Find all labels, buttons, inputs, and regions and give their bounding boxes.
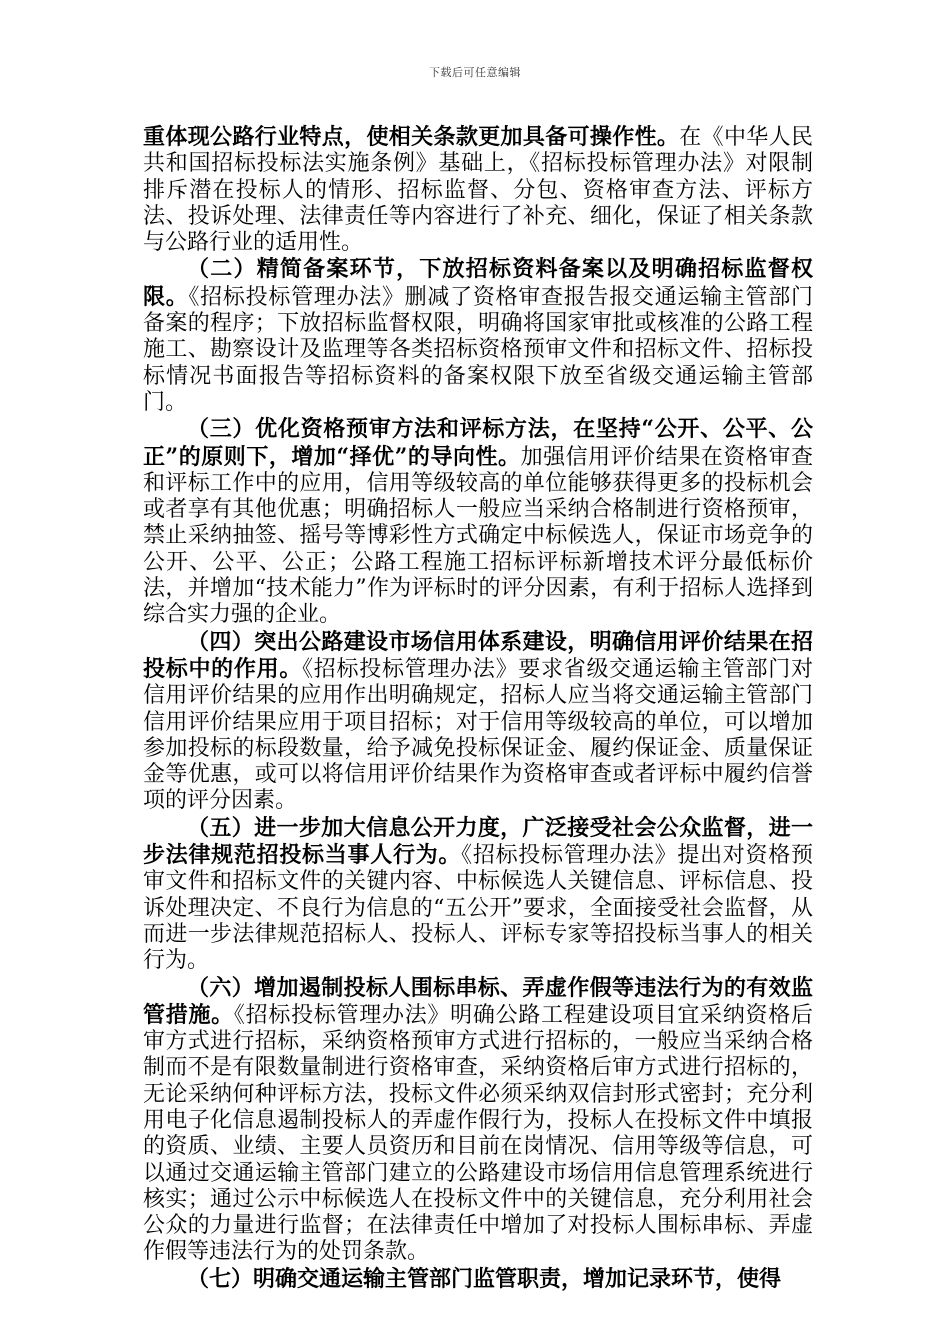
paragraph-2: [143, 256, 813, 416]
paragraph-2-heading: （二）精简备案环节，下放招标资料备案以及明确招标监督权限。: [143, 256, 813, 310]
header-note: 下载后可任意编辑: [429, 66, 521, 79]
paragraph-7-heading: （七）明确交通运输主管部门监管职责，增加记录环节，使得: [187, 1265, 782, 1292]
paragraph-4: [143, 629, 813, 815]
paragraph-2-text: 《招标投标管理办法》删减了资格审查报告报交通运输主管部门备案的程序；下放招标监督权限，明确将国家审批或核准的公路工程施工、勘察设计及监理等各类招标资格预审文件和招标文件、招标投标情况书面报告等招标资料的备案权限下放至省级交通运输主管部门。: [143, 284, 813, 415]
paragraph-6: [143, 975, 813, 1266]
paragraph-3-text: 加强信用评价结果在资格审查和评标工作中的应用，信用等级较高的单位能够获得更多的投标机会或者享有其他优惠；明确招标人一般应当采纳合格制进行资格预审，禁止采纳抽签、摇号等博彩性方式确定中标候选人，保证市场竞争的公开、公平、公正；公路工程施工招标评标新增技术评分最低标价法，并增加“技术能力”作为评标时的评分因素，有利于招标人选择到综合实力强的企业。: [143, 444, 813, 628]
paragraph-7: [143, 1266, 813, 1293]
paragraph-intro: [143, 124, 813, 256]
document-body: [143, 124, 813, 1293]
paragraph-4-text: 《招标投标管理办法》要求省级交通运输主管部门对信用评价结果的应用作出明确规定，招标人应当将交通运输主管部门信用评价结果应用于项目招标；对于信用等级较高的单位，可以增加参加投标的标段数量，给予减免投标保证金、履约保证金、质量保证金等优惠，或可以将信用评价结果作为资格审查或者评标中履约信誉项的评分因素。: [143, 656, 813, 814]
paragraph-3-heading: （三）优化资格预审方法和评标方法，在坚持“公开、公平、公正”的原则下，增加“择优”的导向性。: [143, 416, 813, 470]
paragraph-6-text: 《招标投标管理办法》明确公路工程建设项目宜采纳资格后审方式进行招标，采纳资格预审方式进行招标的，一般应当采纳合格制而不是有限数量制进行资格审查，采纳资格后审方式进行招标的，无论采纳何种评标方法，投标文件必须采纳双信封形式密封；充分利用电子化信息遏制投标人的弄虚作假行为，投标人在投标文件中填报的资质、业绩、主要人员资历和目前在岗情况、信用等级等信息，可以通过交通运输主管部门建立的公路建设市场信用信息管理系统进行核实；通过公示中标候选人在投标文件中的关键信息，充分利用社会公众的力量进行监督；在法律责任中增加了对投标人围标串标、弄虚作假等违法行为的处罚条款。: [143, 1002, 813, 1265]
paragraph-6-heading: （六）增加遏制投标人围标串标、弄虚作假等违法行为的有效监管措施。: [143, 974, 813, 1028]
paragraph-5-heading: （五）进一步加大信息公开力度，广泛接受社会公众监督，进一步法律规范招投标当事人行为。: [143, 814, 813, 869]
paragraph-intro-text: 在《中华人民共和国招标投标法实施条例》基础上，《招标投标管理办法》对限制排斥潜在投标人的情形、招标监督、分包、资格审查方法、评标方法、投诉处理、法律责任等内容进行了补充、细化，保证了相关条款与公路行业的适用性。: [143, 125, 813, 256]
paragraph-5: [143, 815, 813, 975]
paragraph-4-heading: （四）突出公路建设市场信用体系建设，明确信用评价结果在招投标中的作用。: [143, 628, 813, 682]
paragraph-intro-heading: 重体现公路行业特点，使相关条款更加具备可操作性。: [143, 124, 680, 150]
paragraph-3: [143, 416, 813, 628]
paragraph-5-text: 《招标投标管理办法》提出对资格预审文件和招标文件的关键内容、中标候选人关键信息、评标信息、投诉处理决定、不良行为信息的“五公开”要求，全面接受社会监督，从而进一步法律规范招标人、投标人、评标专家等招投标当事人的相关行为。: [143, 843, 813, 974]
